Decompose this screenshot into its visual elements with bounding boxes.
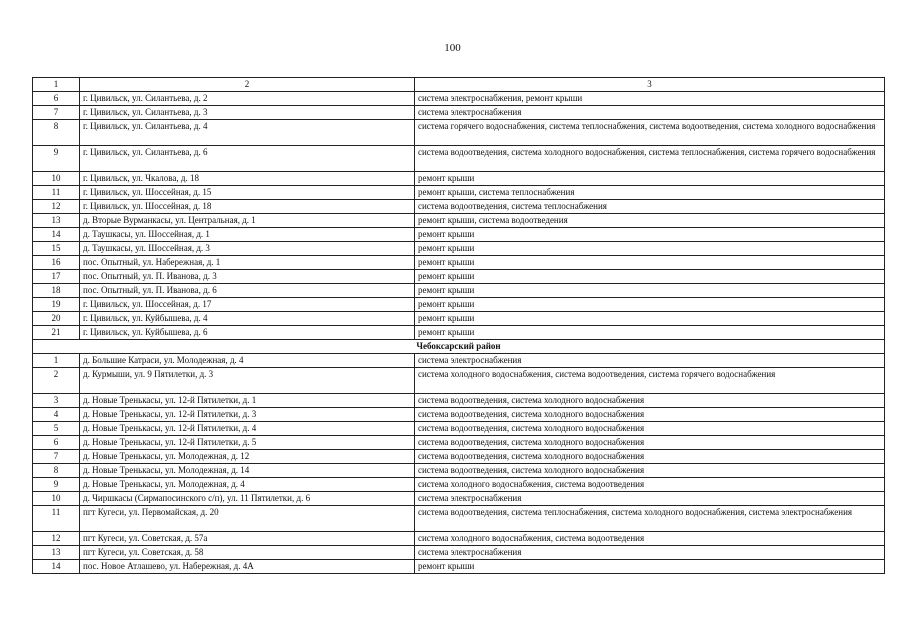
row-work: система электроснабжения, ремонт крыши bbox=[415, 92, 885, 106]
row-address: г. Цивильск, ул. Куйбышева, д. 4 bbox=[80, 312, 415, 326]
row-address: д. Таушкасы, ул. Шоссейная, д. 3 bbox=[80, 242, 415, 256]
table-row bbox=[33, 186, 885, 200]
section-row bbox=[33, 340, 885, 354]
row-number: 5 bbox=[33, 422, 80, 436]
row-work: система водоотведения, система холодного водоснабжения bbox=[415, 436, 885, 450]
row-address: пгт Кугеси, ул. Советская, д. 57а bbox=[80, 532, 415, 546]
row-number: 4 bbox=[33, 408, 80, 422]
row-number: 13 bbox=[33, 214, 80, 228]
row-address: д. Новые Тренькасы, ул. 12-й Пятилетки, д. 5 bbox=[80, 436, 415, 450]
table-row bbox=[33, 422, 885, 436]
table-row bbox=[33, 312, 885, 326]
row-number: 8 bbox=[33, 464, 80, 478]
table-row bbox=[33, 228, 885, 242]
row-work: система электроснабжения bbox=[415, 546, 885, 560]
row-address: г. Цивильск, ул. Силантьева, д. 4 bbox=[80, 120, 415, 146]
row-address: г. Цивильск, ул. Силантьева, д. 2 bbox=[80, 92, 415, 106]
row-work: ремонт крыши bbox=[415, 326, 885, 340]
row-address: пос. Новое Атлашево, ул. Набережная, д. 4А bbox=[80, 560, 415, 574]
table-row bbox=[33, 506, 885, 532]
row-work: ремонт крыши, система водоотведения bbox=[415, 214, 885, 228]
header-col-1: 1 bbox=[33, 78, 80, 92]
row-number: 17 bbox=[33, 270, 80, 284]
table-row bbox=[33, 546, 885, 560]
table-row bbox=[33, 106, 885, 120]
table-row bbox=[33, 284, 885, 298]
row-number: 8 bbox=[33, 120, 80, 146]
row-address: д. Новые Тренькасы, ул. 12-й Пятилетки, д. 3 bbox=[80, 408, 415, 422]
row-number: 9 bbox=[33, 146, 80, 172]
row-address: г. Цивильск, ул. Силантьева, д. 3 bbox=[80, 106, 415, 120]
table-row bbox=[33, 120, 885, 146]
row-work: система холодного водоснабжения, система водоотведения bbox=[415, 532, 885, 546]
table-row bbox=[33, 172, 885, 186]
section-title: Чебоксарский район bbox=[33, 340, 885, 354]
row-work: система горячего водоснабжения, система теплоснабжения, система водоотведения, система холодного водоснабжения bbox=[415, 120, 885, 146]
row-work: ремонт крыши, система теплоснабжения bbox=[415, 186, 885, 200]
row-address: пос. Опытный, ул. П. Иванова, д. 3 bbox=[80, 270, 415, 284]
row-work: система водоотведения, система холодного водоснабжения bbox=[415, 394, 885, 408]
row-number: 20 bbox=[33, 312, 80, 326]
row-number: 18 bbox=[33, 284, 80, 298]
row-address: г. Цивильск, ул. Чкалова, д. 18 bbox=[80, 172, 415, 186]
table-row bbox=[33, 200, 885, 214]
row-number: 10 bbox=[33, 172, 80, 186]
table-row bbox=[33, 368, 885, 394]
row-number: 19 bbox=[33, 298, 80, 312]
row-work: система водоотведения, система холодного водоснабжения bbox=[415, 408, 885, 422]
row-work: ремонт крыши bbox=[415, 298, 885, 312]
table-row bbox=[33, 450, 885, 464]
row-work: система водоотведения, система холодного водоснабжения bbox=[415, 450, 885, 464]
row-address: г. Цивильск, ул. Шоссейная, д. 18 bbox=[80, 200, 415, 214]
row-number: 16 bbox=[33, 256, 80, 270]
row-address: д. Новые Тренькасы, ул. Молодежная, д. 4 bbox=[80, 478, 415, 492]
table-row bbox=[33, 354, 885, 368]
row-work: система холодного водоснабжения, система водоотведения bbox=[415, 478, 885, 492]
table-row bbox=[33, 242, 885, 256]
table-row bbox=[33, 464, 885, 478]
row-number: 3 bbox=[33, 394, 80, 408]
row-work: ремонт крыши bbox=[415, 242, 885, 256]
row-work: ремонт крыши bbox=[415, 228, 885, 242]
row-address: д. Новые Тренькасы, ул. 12-й Пятилетки, д. 1 bbox=[80, 394, 415, 408]
row-number: 1 bbox=[33, 354, 80, 368]
row-work: система электроснабжения bbox=[415, 354, 885, 368]
row-address: г. Цивильск, ул. Силантьева, д. 6 bbox=[80, 146, 415, 172]
row-number: 14 bbox=[33, 228, 80, 242]
table-row bbox=[33, 492, 885, 506]
row-address: пгт Кугеси, ул. Советская, д. 58 bbox=[80, 546, 415, 560]
row-work: ремонт крыши bbox=[415, 284, 885, 298]
row-number: 14 bbox=[33, 560, 80, 574]
table-row bbox=[33, 560, 885, 574]
row-address: г. Цивильск, ул. Куйбышева, д. 6 bbox=[80, 326, 415, 340]
row-work: система водоотведения, система холодного водоснабжения, система теплоснабжения, система горячего водоснабжения bbox=[415, 146, 885, 172]
row-number: 2 bbox=[33, 368, 80, 394]
row-address: д. Чиршкасы (Сирмапосинского с/п), ул. 11 Пятилетки, д. 6 bbox=[80, 492, 415, 506]
row-number: 11 bbox=[33, 186, 80, 200]
row-work: ремонт крыши bbox=[415, 312, 885, 326]
table-row bbox=[33, 478, 885, 492]
table-row bbox=[33, 214, 885, 228]
row-work: система холодного водоснабжения, система водоотведения, система горячего водоснабжения bbox=[415, 368, 885, 394]
row-address: д. Новые Тренькасы, ул. Молодежная, д. 14 bbox=[80, 464, 415, 478]
header-col-3: 3 bbox=[415, 78, 885, 92]
row-number: 7 bbox=[33, 106, 80, 120]
row-number: 12 bbox=[33, 532, 80, 546]
row-address: д. Курмыши, ул. 9 Пятилетки, д. 3 bbox=[80, 368, 415, 394]
header-col-2: 2 bbox=[80, 78, 415, 92]
row-address: г. Цивильск, ул. Шоссейная, д. 15 bbox=[80, 186, 415, 200]
row-number: 12 bbox=[33, 200, 80, 214]
row-number: 21 bbox=[33, 326, 80, 340]
row-number: 6 bbox=[33, 436, 80, 450]
row-work: ремонт крыши bbox=[415, 256, 885, 270]
table-row bbox=[33, 532, 885, 546]
row-number: 7 bbox=[33, 450, 80, 464]
table-row bbox=[33, 408, 885, 422]
row-work: ремонт крыши bbox=[415, 560, 885, 574]
row-work: система электроснабжения bbox=[415, 106, 885, 120]
row-work: система водоотведения, система холодного водоснабжения bbox=[415, 464, 885, 478]
row-address: пгт Кугеси, ул. Первомайская, д. 20 bbox=[80, 506, 415, 532]
row-work: ремонт крыши bbox=[415, 270, 885, 284]
table-row bbox=[33, 298, 885, 312]
table-row bbox=[33, 394, 885, 408]
row-work: система водоотведения, система теплоснабжения, система холодного водоснабжения, система электроснабжения bbox=[415, 506, 885, 532]
row-address: д. Таушкасы, ул. Шоссейная, д. 1 bbox=[80, 228, 415, 242]
table-row bbox=[33, 146, 885, 172]
row-number: 9 bbox=[33, 478, 80, 492]
row-address: г. Цивильск, ул. Шоссейная, д. 17 bbox=[80, 298, 415, 312]
row-address: д. Вторые Вурманкасы, ул. Центральная, д. 1 bbox=[80, 214, 415, 228]
row-number: 13 bbox=[33, 546, 80, 560]
page-number: 100 bbox=[444, 42, 461, 54]
row-number: 6 bbox=[33, 92, 80, 106]
row-work: система водоотведения, система холодного водоснабжения bbox=[415, 422, 885, 436]
row-address: пос. Опытный, ул. П. Иванова, д. 6 bbox=[80, 284, 415, 298]
works-table bbox=[32, 77, 885, 574]
table-row bbox=[33, 436, 885, 450]
table-row bbox=[33, 270, 885, 284]
row-address: д. Новые Тренькасы, ул. 12-й Пятилетки, д. 4 bbox=[80, 422, 415, 436]
table-row bbox=[33, 326, 885, 340]
row-address: пос. Опытный, ул. Набережная, д. 1 bbox=[80, 256, 415, 270]
row-number: 11 bbox=[33, 506, 80, 532]
row-work: ремонт крыши bbox=[415, 172, 885, 186]
row-address: д. Новые Тренькасы, ул. Молодежная, д. 12 bbox=[80, 450, 415, 464]
row-number: 10 bbox=[33, 492, 80, 506]
row-work: система водоотведения, система теплоснабжения bbox=[415, 200, 885, 214]
row-number: 15 bbox=[33, 242, 80, 256]
table-row bbox=[33, 92, 885, 106]
row-address: д. Большие Катраси, ул. Молодежная, д. 4 bbox=[80, 354, 415, 368]
row-work: система электроснабжения bbox=[415, 492, 885, 506]
table-row bbox=[33, 256, 885, 270]
table-header-row bbox=[33, 78, 885, 92]
